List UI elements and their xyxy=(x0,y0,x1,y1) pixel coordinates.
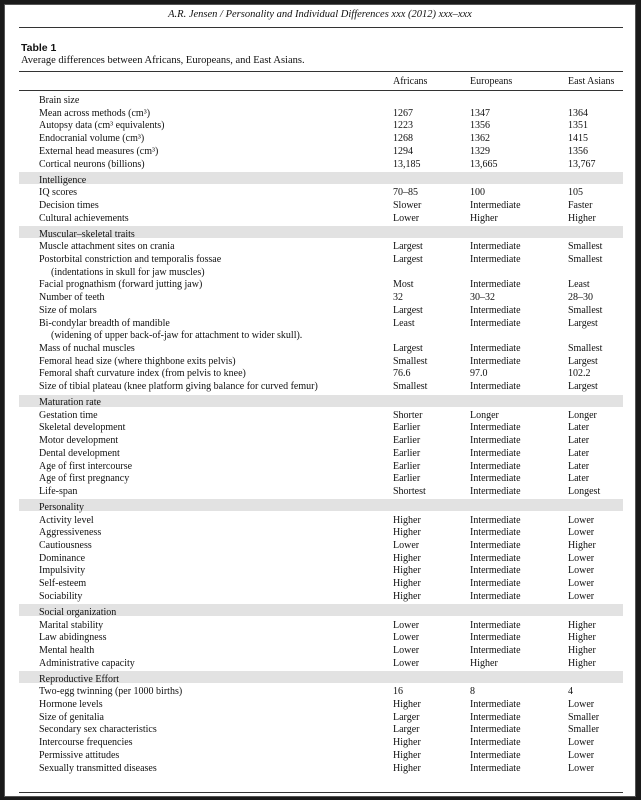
cell-europeans: Intermediate xyxy=(470,381,521,392)
cell-east-asians: Higher xyxy=(568,657,596,669)
cell-east-asians: Smallest xyxy=(568,304,603,316)
cell-africans: 16 xyxy=(393,686,403,698)
row-label: Secondary sex characteristics xyxy=(39,724,157,736)
cell-africans: Earlier xyxy=(393,422,421,434)
cell-africans: Higher xyxy=(393,565,421,577)
table-section-header xyxy=(5,502,635,514)
cell-east-asians: Smaller xyxy=(568,724,600,736)
cell-europeans: Intermediate xyxy=(470,762,521,774)
cell-east-asians: 13,767 xyxy=(568,158,596,170)
cell-europeans: Intermediate xyxy=(470,578,521,590)
row-label: Self-esteem xyxy=(39,578,87,590)
table-row xyxy=(5,410,635,422)
cell-europeans: Intermediate xyxy=(470,514,521,526)
row-label: (widening of upper back-of-jaw for attachment to wider skull). xyxy=(51,330,303,342)
table-row xyxy=(5,368,635,380)
row-label: Two-egg twinning (per 1000 births) xyxy=(39,686,183,698)
cell-europeans: 8 xyxy=(470,686,475,698)
table-row xyxy=(5,305,635,317)
cell-africans: 1268 xyxy=(393,133,413,145)
cell-africans: 1223 xyxy=(393,120,413,132)
table-row xyxy=(5,146,635,158)
cell-africans: Largest xyxy=(393,254,423,265)
cell-africans: Slower xyxy=(393,199,422,211)
cell-east-asians: Lower xyxy=(568,527,595,539)
table-row xyxy=(5,632,635,644)
cell-europeans: Intermediate xyxy=(470,644,521,656)
row-label: Decision times xyxy=(39,199,99,211)
cell-africans: 1294 xyxy=(393,145,413,157)
cell-east-asians: 4 xyxy=(568,686,573,698)
section-label: Personality xyxy=(39,501,84,513)
cell-east-asians: Faster xyxy=(568,199,593,211)
section-label: Reproductive Effort xyxy=(39,673,120,685)
table-row xyxy=(5,658,635,670)
table-row xyxy=(5,527,635,539)
table-row xyxy=(5,318,635,330)
row-label: Size of genitalia xyxy=(39,711,104,723)
cell-east-asians: Lower xyxy=(568,590,595,602)
cell-europeans: Intermediate xyxy=(470,632,521,644)
cell-europeans: 1329 xyxy=(470,145,490,157)
row-label: Size of molars xyxy=(39,304,97,316)
cell-africans: Lower xyxy=(393,632,420,644)
cell-africans: Earlier xyxy=(393,473,421,485)
cell-africans: 70–85 xyxy=(393,187,418,199)
cell-africans: Most xyxy=(393,279,414,291)
section-label: Muscular–skeletal traits xyxy=(39,228,135,240)
cell-africans: Higher xyxy=(393,737,421,749)
row-label: External head measures (cm³) xyxy=(39,145,159,157)
cell-europeans: Intermediate xyxy=(470,279,521,291)
table-row xyxy=(5,292,635,304)
row-label: Life-span xyxy=(39,485,78,497)
cell-africans: 1267 xyxy=(393,107,413,119)
cell-europeans: 100 xyxy=(470,187,485,199)
cell-europeans: Intermediate xyxy=(470,527,521,539)
table-row xyxy=(5,279,635,291)
cell-europeans: Higher xyxy=(470,212,498,224)
cell-africans: Higher xyxy=(393,527,421,539)
cell-europeans: 97.0 xyxy=(470,368,488,380)
row-label: Mean across methods (cm³) xyxy=(39,107,151,119)
cell-europeans: 13,665 xyxy=(470,158,498,170)
table-row xyxy=(5,540,635,552)
row-label: Endocranial volume (cm³) xyxy=(39,133,145,145)
table-row xyxy=(5,133,635,145)
column-header-europeans: Europeans xyxy=(470,76,513,87)
row-label: (indentations in skull for jaw muscles) xyxy=(51,266,205,278)
cell-europeans: Intermediate xyxy=(470,435,521,447)
row-label: Impulsivity xyxy=(39,565,86,577)
table-row xyxy=(5,553,635,565)
cell-east-asians: Largest xyxy=(568,355,598,367)
cell-europeans: Intermediate xyxy=(470,565,521,577)
table-row xyxy=(5,241,635,253)
table-bottom-rule xyxy=(19,792,623,793)
cell-europeans: Intermediate xyxy=(470,460,521,472)
cell-europeans: Intermediate xyxy=(470,619,521,631)
row-label: Motor development xyxy=(39,435,119,447)
table-row xyxy=(5,515,635,527)
cell-europeans: Intermediate xyxy=(470,355,521,367)
table-section-header xyxy=(5,397,635,409)
table-row xyxy=(5,578,635,590)
row-label: Sexually transmitted diseases xyxy=(39,762,157,774)
table-row xyxy=(5,448,635,460)
cell-africans: Smallest xyxy=(393,381,428,392)
row-label: Activity level xyxy=(39,514,94,526)
cell-east-asians: Largest xyxy=(568,317,598,329)
table-row xyxy=(5,254,635,266)
row-label: Permissive attitudes xyxy=(39,749,120,761)
row-label: Facial prognathism (forward jutting jaw) xyxy=(39,279,203,291)
table-row xyxy=(5,120,635,132)
cell-africans: Earlier xyxy=(393,435,421,447)
cell-east-asians: Lower xyxy=(568,565,595,577)
cell-africans: Lower xyxy=(393,619,420,631)
row-label: Bi-condylar breadth of mandible xyxy=(39,317,170,329)
table-row xyxy=(5,381,635,393)
row-label: Dominance xyxy=(39,552,86,564)
table-section-header xyxy=(5,175,635,187)
cell-east-asians: Smallest xyxy=(568,241,603,253)
row-label: Law abidingness xyxy=(39,632,107,644)
cell-east-asians: Later xyxy=(568,473,590,485)
cell-africans: Higher xyxy=(393,514,421,526)
cell-europeans: Intermediate xyxy=(470,342,521,354)
cell-europeans: Intermediate xyxy=(470,737,521,749)
table-section-header xyxy=(5,607,635,619)
cell-africans: Shorter xyxy=(393,409,423,421)
cell-europeans: Intermediate xyxy=(470,241,521,253)
cell-east-asians: Lower xyxy=(568,578,595,590)
journal-page xyxy=(4,4,636,797)
cell-east-asians: Lower xyxy=(568,749,595,761)
cell-europeans: Intermediate xyxy=(470,711,521,723)
table-row xyxy=(5,473,635,485)
table-title: Table 1 xyxy=(21,42,57,54)
cell-east-asians: Lower xyxy=(568,762,595,774)
table-caption: Average differences between Africans, Europeans, and East Asians. xyxy=(21,55,305,66)
cell-east-asians: Smallest xyxy=(568,342,603,354)
cell-east-asians: Lower xyxy=(568,737,595,749)
cell-africans: Earlier xyxy=(393,447,421,459)
table-section-header xyxy=(5,229,635,241)
row-label: Muscle attachment sites on crania xyxy=(39,241,175,253)
cell-africans: Higher xyxy=(393,590,421,602)
row-label: Autopsy data (cm³ equivalents) xyxy=(39,120,165,132)
cell-east-asians: Later xyxy=(568,447,590,459)
table-row xyxy=(5,422,635,434)
table-row xyxy=(5,565,635,577)
table-row xyxy=(5,699,635,711)
row-label: Marital stability xyxy=(39,619,104,631)
cell-east-asians: Higher xyxy=(568,632,596,644)
row-label: Size of tibial plateau (knee platform giving balance for curved femur) xyxy=(39,381,318,392)
cell-europeans: Intermediate xyxy=(470,199,521,211)
cell-east-asians: Higher xyxy=(568,540,596,551)
cell-europeans: Intermediate xyxy=(470,590,521,602)
cell-europeans: Intermediate xyxy=(470,317,521,329)
cell-europeans: Intermediate xyxy=(470,254,521,265)
cell-africans: Higher xyxy=(393,749,421,761)
cell-east-asians: 105 xyxy=(568,187,583,199)
cell-europeans: Intermediate xyxy=(470,485,521,497)
row-label: Cultural achievements xyxy=(39,212,129,224)
cell-europeans: Intermediate xyxy=(470,699,521,710)
cell-east-asians: Lower xyxy=(568,552,595,564)
cell-europeans: Higher xyxy=(470,657,498,669)
table-row xyxy=(5,343,635,355)
row-label: Age of first intercourse xyxy=(39,460,133,472)
cell-africans: Larger xyxy=(393,711,420,723)
row-label: IQ scores xyxy=(39,187,78,199)
cell-africans: Higher xyxy=(393,699,421,710)
cell-europeans: Intermediate xyxy=(470,304,521,316)
cell-east-asians: 1356 xyxy=(568,145,588,157)
table-row xyxy=(5,737,635,749)
cell-east-asians: Lower xyxy=(568,514,595,526)
cell-east-asians: Least xyxy=(568,279,590,291)
cell-east-asians: Longest xyxy=(568,485,601,497)
row-label: Dental development xyxy=(39,447,120,459)
section-label: Brain size xyxy=(39,95,80,106)
table-row xyxy=(5,159,635,171)
table-section-header xyxy=(5,674,635,686)
cell-east-asians: Longer xyxy=(568,409,597,421)
table-row xyxy=(5,750,635,762)
row-label: Skeletal development xyxy=(39,422,126,434)
cell-east-asians: Higher xyxy=(568,644,596,656)
cell-east-asians: Higher xyxy=(568,619,596,631)
section-label: Maturation rate xyxy=(39,397,101,408)
cell-east-asians: 1415 xyxy=(568,133,588,145)
row-label: Hormone levels xyxy=(39,699,103,710)
cell-africans: Lower xyxy=(393,644,420,656)
row-label: Age of first pregnancy xyxy=(39,473,130,485)
table-section-header xyxy=(5,95,635,107)
cell-east-asians: Lower xyxy=(568,699,595,710)
table-top-rule xyxy=(19,71,623,72)
table-row xyxy=(5,108,635,120)
table-row xyxy=(5,200,635,212)
table-row xyxy=(5,435,635,447)
cell-africans: Smallest xyxy=(393,355,428,367)
row-label: Number of teeth xyxy=(39,292,105,304)
cell-africans: Lower xyxy=(393,212,420,224)
table-row xyxy=(5,267,635,279)
row-label: Femoral shaft curvature index (from pelvis to knee) xyxy=(39,368,246,380)
cell-europeans: 1356 xyxy=(470,120,490,132)
cell-europeans: Intermediate xyxy=(470,724,521,736)
table-row xyxy=(5,620,635,632)
table-row xyxy=(5,686,635,698)
cell-africans: Lower xyxy=(393,657,420,669)
table-row xyxy=(5,187,635,199)
cell-europeans: 30–32 xyxy=(470,292,495,304)
cell-east-asians: Higher xyxy=(568,212,596,224)
cell-africans: Earlier xyxy=(393,460,421,472)
cell-east-asians: Largest xyxy=(568,381,598,392)
cell-africans: Higher xyxy=(393,552,421,564)
cell-europeans: 1347 xyxy=(470,107,490,119)
cell-africans: Shortest xyxy=(393,485,426,497)
row-label: Gestation time xyxy=(39,409,98,421)
column-header-east-asians: East Asians xyxy=(568,76,615,87)
row-label: Administrative capacity xyxy=(39,657,135,669)
cell-europeans: Intermediate xyxy=(470,473,521,485)
cell-africans: Largest xyxy=(393,241,423,253)
row-label: Cortical neurons (billions) xyxy=(39,158,145,170)
cell-east-asians: 28–30 xyxy=(568,292,593,304)
cell-europeans: 1362 xyxy=(470,133,490,145)
cell-east-asians: Later xyxy=(568,435,590,447)
row-label: Aggressiveness xyxy=(39,527,102,539)
section-label: Social organization xyxy=(39,606,117,618)
cell-europeans: Intermediate xyxy=(470,552,521,564)
cell-africans: 76.6 xyxy=(393,368,411,380)
cell-africans: Larger xyxy=(393,724,420,736)
table-row xyxy=(5,591,635,603)
cell-africans: Lower xyxy=(393,540,420,551)
cell-europeans: Intermediate xyxy=(470,422,521,434)
cell-east-asians: Smallest xyxy=(568,254,603,265)
cell-east-asians: 1351 xyxy=(568,120,588,132)
table-row xyxy=(5,330,635,342)
cell-europeans: Intermediate xyxy=(470,749,521,761)
cell-africans: 32 xyxy=(393,292,403,304)
cell-europeans: Intermediate xyxy=(470,540,521,551)
table-row xyxy=(5,356,635,368)
table-row xyxy=(5,461,635,473)
table-header-rule xyxy=(19,90,623,91)
cell-east-asians: 102.2 xyxy=(568,368,591,380)
row-label: Intercourse frequencies xyxy=(39,737,133,749)
row-label: Cautiousness xyxy=(39,540,92,551)
cell-africans: 13,185 xyxy=(393,158,421,170)
cell-africans: Higher xyxy=(393,578,421,590)
cell-east-asians: 1364 xyxy=(568,107,588,119)
cell-africans: Largest xyxy=(393,342,423,354)
row-label: Femoral head size (where thighbone exits pelvis) xyxy=(39,355,236,367)
table-row xyxy=(5,712,635,724)
section-label: Intelligence xyxy=(39,174,87,186)
running-head: A.R. Jensen / Personality and Individual Differences xxx (2012) xxx–xxx xyxy=(168,9,472,20)
cell-east-asians: Later xyxy=(568,422,590,434)
table-row xyxy=(5,724,635,736)
header-rule xyxy=(19,27,623,28)
table-row xyxy=(5,486,635,498)
cell-east-asians: Later xyxy=(568,460,590,472)
cell-africans: Largest xyxy=(393,304,423,316)
cell-europeans: Longer xyxy=(470,409,499,421)
table-row xyxy=(5,213,635,225)
cell-africans: Higher xyxy=(393,762,421,774)
cell-africans: Least xyxy=(393,317,415,329)
row-label: Postorbital constriction and temporalis fossae xyxy=(39,254,222,265)
table-row xyxy=(5,645,635,657)
row-label: Sociability xyxy=(39,590,83,602)
row-label: Mass of nuchal muscles xyxy=(39,342,135,354)
row-label: Mental health xyxy=(39,644,95,656)
cell-europeans: Intermediate xyxy=(470,447,521,459)
table-row xyxy=(5,763,635,775)
cell-east-asians: Smaller xyxy=(568,711,600,723)
column-header-africans: Africans xyxy=(393,76,428,87)
